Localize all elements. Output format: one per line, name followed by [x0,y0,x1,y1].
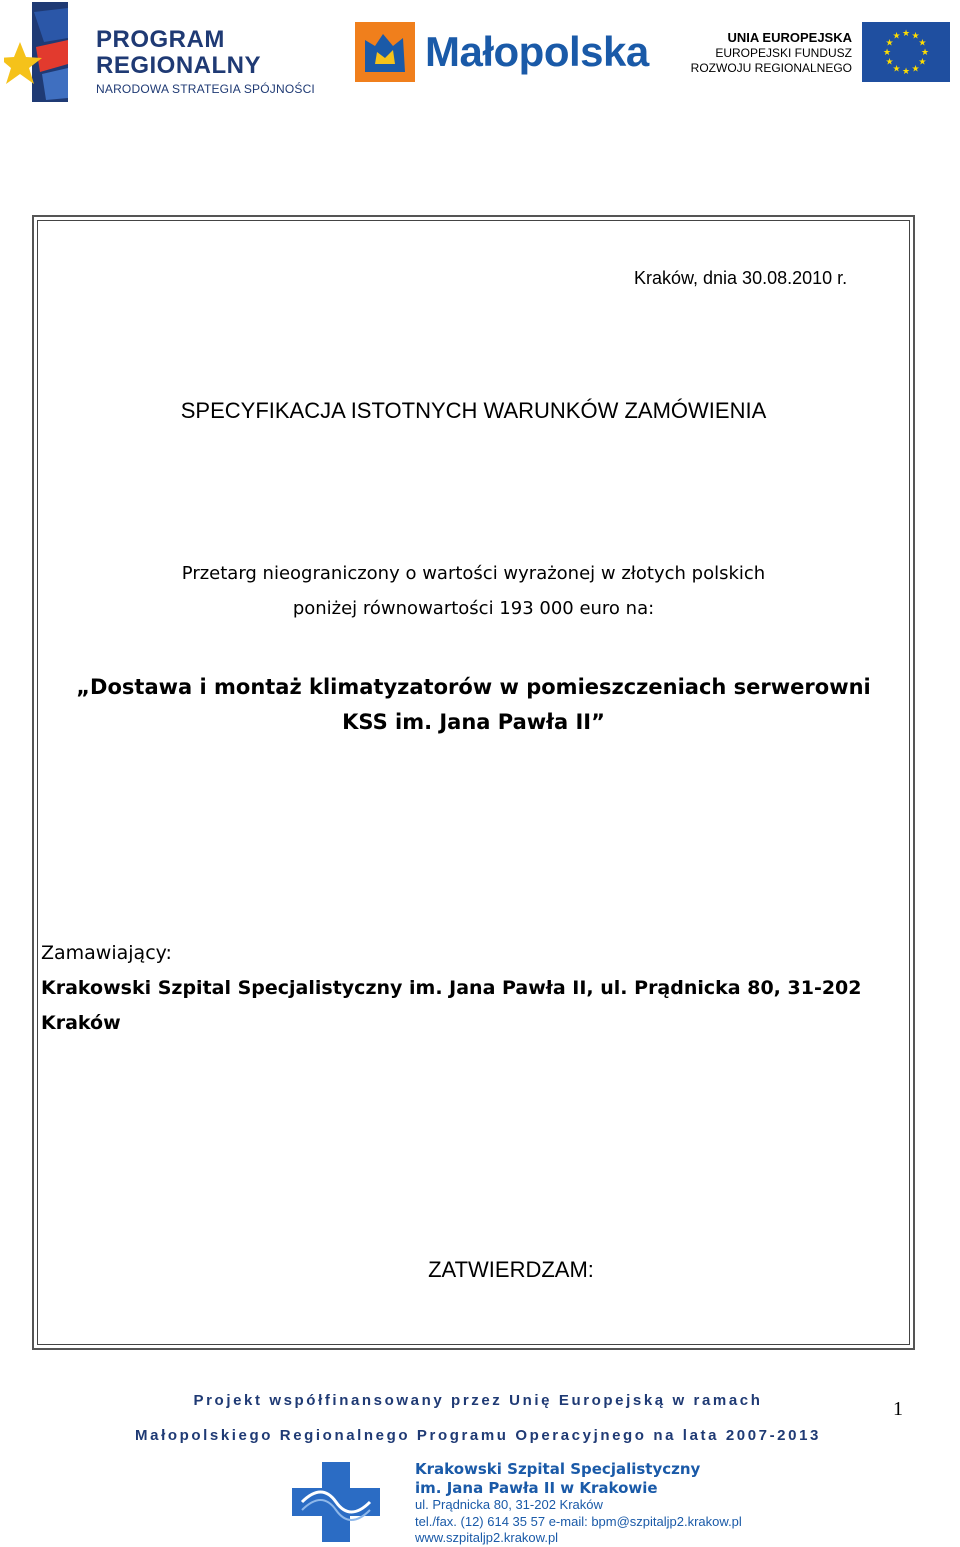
tender-description-line2: poniżej równowartości 193 000 euro na: [292,598,655,619]
cofinance-line2: Małopolskiego Regionalnego Programu Operacyjnego na lata 2007-2013 [135,1427,821,1444]
eu-star-icon: ★ [918,37,927,48]
program-logo-line1: PROGRAM [96,26,225,53]
program-star-icon [4,2,76,102]
contracting-authority-line2: Kraków [41,1012,121,1034]
hospital-contact: tel./fax. (12) 614 35 57 e-mail: bpm@szpitaljp2.krakow.pl [415,1514,742,1529]
eu-logo-text [690,30,852,76]
eu-star-icon: ★ [920,47,930,57]
order-subject-line2: KSS im. Jana Pawła II” [342,710,605,734]
program-logo-line2: REGIONALNY [96,52,262,79]
eu-star-icon: ★ [882,47,892,57]
eu-star-icon: ★ [911,63,920,74]
eu-flag-icon [862,22,950,82]
order-subject-line1: „Dostawa i montaż klimatyzatorów w pomieszczeniach serwerowni [76,675,871,699]
malopolska-logo [355,22,665,84]
eu-star-icon: ★ [911,30,920,41]
hospital-name-line2: im. Jana Pawła II w Krakowie [415,1479,658,1497]
eu-star-icon: ★ [885,56,894,67]
malopolska-emblem-icon [355,22,415,82]
hospital-address: ul. Prądnicka 80, 31-202 Kraków [415,1497,603,1512]
document-date: Kraków, dnia 30.08.2010 r. [634,268,848,288]
document-title: SPECYFIKACJA ISTOTNYCH WARUNKÓW ZAMÓWIENIA [180,398,767,423]
page-number: 1 [893,1398,903,1420]
cofinance-line1: Projekt współfinansowany przez Unię Europejską w ramach [193,1392,763,1409]
eu-star-icon: ★ [885,37,894,48]
document-frame-inner [37,220,910,1345]
program-regionalny-logo [4,2,324,102]
eu-star-icon: ★ [892,30,901,41]
eu-logo-line1: UNIA EUROPEJSKA [727,30,852,45]
hospital-website[interactable]: www.szpitaljp2.krakow.pl [415,1530,559,1545]
contracting-authority-line1: Krakowski Szpital Specjalistyczny im. Jana Pawła II, ul. Prądnicka 80, 31-202 [41,977,862,999]
approval-label: ZATWIERDZAM: [428,1257,594,1282]
program-logo-line3: NARODOWA STRATEGIA SPÓJNOŚCI [96,82,315,96]
tender-description-line1: Przetarg nieograniczony o wartości wyrażonej w złotych polskich [181,563,766,584]
eu-star-icon: ★ [892,63,901,74]
document-frame [32,215,915,1350]
hospital-cross-icon [292,1462,380,1542]
eu-star-icon: ★ [901,28,911,38]
contracting-authority-label: Zamawiający: [41,942,172,964]
eu-star-icon: ★ [901,66,911,76]
eu-logo-line3: ROZWOJU REGIONALNEGO [690,61,852,75]
eu-logo-line2: EUROPEJSKI FUNDUSZ [715,46,852,60]
hospital-name-line1: Krakowski Szpital Specjalistyczny [415,1460,701,1478]
eu-star-icon: ★ [918,56,927,67]
malopolska-wordmark: Małopolska [425,28,649,75]
